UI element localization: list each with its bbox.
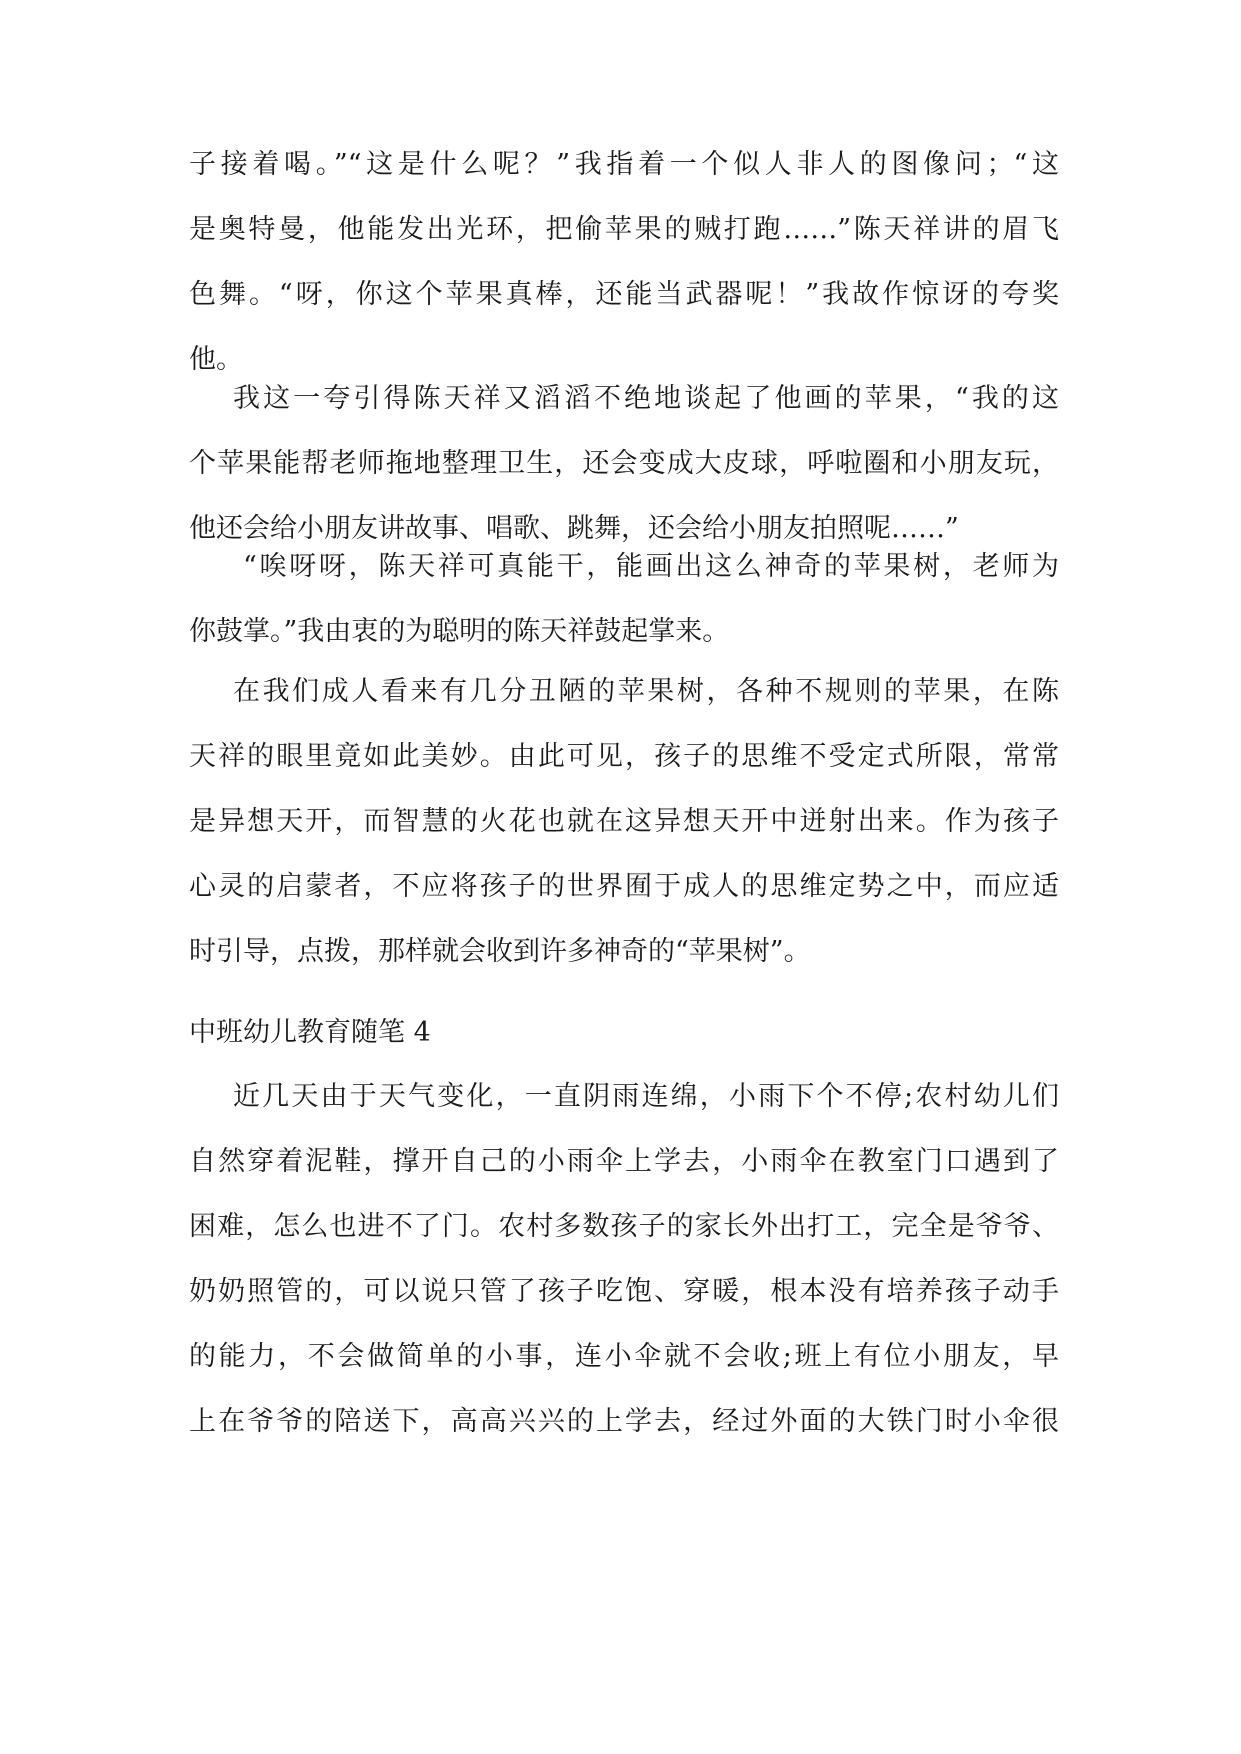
text-line: “唉呀呀，陈天祥可真能干，能画出这么神奇的苹果树，老师为 bbox=[243, 551, 1059, 582]
text-line: 在我们成人看来有几分丑陋的苹果树，各种不规则的苹果，在陈 bbox=[233, 676, 1059, 707]
text-line: 上在爷爷的陪送下，高高兴兴的上学去，经过外面的大铁门时小伞很 bbox=[189, 1406, 1059, 1437]
text-line: 他。 bbox=[189, 344, 243, 375]
paragraph-4 bbox=[189, 659, 1059, 984]
text-line: 近几天由于天气变化，一直阴雨连绵，小雨下个不停;农村幼儿们 bbox=[233, 1081, 1059, 1112]
text-line: 子接着喝。”“这是什么呢？”我指着一个似人非人的图像问；“这 bbox=[189, 149, 1059, 180]
text-line: 困难，怎么也进不了门。农村多数孩子的家长外出打工，完全是爷爷、 bbox=[189, 1211, 1059, 1242]
text-line: 个苹果能帮老师拖地整理卫生，还会变成大皮球，呼啦圈和小朋友玩， bbox=[189, 448, 1059, 479]
paragraph-1 bbox=[189, 132, 1059, 392]
text-line: 我这一夸引得陈天祥又滔滔不绝地谈起了他画的苹果，“我的这 bbox=[233, 383, 1059, 414]
text-line: 奶奶照管的，可以说只管了孩子吃饱、穿暖，根本没有培养孩子动手 bbox=[189, 1276, 1059, 1307]
text-line: 自然穿着泥鞋，撑开自己的小雨伞上学去，小雨伞在教室门口遇到了 bbox=[189, 1146, 1059, 1177]
text-line: 是奥特曼，他能发出光环，把偷苹果的贼打跑……”陈天祥讲的眉飞 bbox=[189, 214, 1059, 245]
paragraph-2 bbox=[189, 366, 1059, 561]
text-line: 色舞。“呀，你这个苹果真棒，还能当武器呢！”我故作惊讶的夸奖 bbox=[189, 279, 1059, 310]
text-line: 是异想天开，而智慧的火花也就在这异想天开中迸射出来。作为孩子 bbox=[189, 806, 1059, 837]
paragraph-3 bbox=[189, 534, 1059, 664]
text-line: 天祥的眼里竟如此美妙。由此可见，孩子的思维不受定式所限，常常 bbox=[189, 741, 1059, 772]
section-title: 中班幼儿教育随笔 4 bbox=[189, 1017, 431, 1048]
section-heading bbox=[189, 1000, 1059, 1065]
text-line: 他还会给小朋友讲故事、唱歌、跳舞，还会给小朋友拍照呢……” bbox=[189, 513, 959, 544]
section-paragraph bbox=[189, 1064, 1059, 1454]
text-line: 你鼓掌。”我由衷的为聪明的陈天祥鼓起掌来。 bbox=[189, 616, 730, 647]
text-line: 的能力，不会做简单的小事，连小伞就不会收;班上有位小朋友，早 bbox=[189, 1341, 1059, 1372]
text-line: 心灵的启蒙者，不应将孩子的世界囿于成人的思维定势之中，而应适 bbox=[189, 871, 1059, 902]
text-line: 时引导，点拨，那样就会收到许多神奇的“苹果树”。 bbox=[189, 936, 811, 967]
